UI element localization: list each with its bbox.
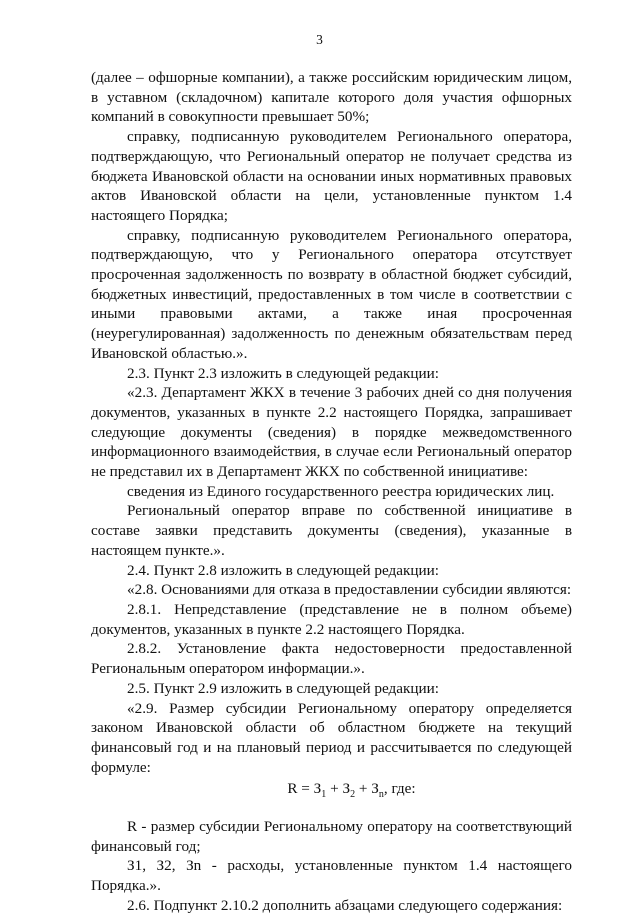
paragraph: 2.4. Пункт 2.8 изложить в следующей редакции:: [127, 561, 440, 579]
paragraph: (далее – офшорные компании), а также российским юридическим лицом, в уставном (складочном) капитале которого доля участия офшорных компаний в совокупности превышает 50%;: [91, 69, 572, 126]
paragraph: сведения из Единого государственного реестра юридических лиц.: [127, 482, 555, 500]
formula-subscript: 2: [350, 789, 356, 801]
paragraph: 2.8.2. Установление факта недостоверности предоставленной Региональным оператором информации.».: [91, 640, 572, 678]
paragraph: «2.9. Размер субсидии Региональному оператору определяется законом Ивановской области об областном бюджете на текущий финансовый год и на плановый период и рассчитывается по следующей формуле:: [91, 699, 572, 776]
paragraph: «2.3. Департамент ЖКХ в течение 3 рабочих дней со дня получения документов, указанных в пункте 2.2 настоящего Порядка, запрашивает следующие документы (сведения) в порядке межведомственного информационного взаимодействия, в случае если Региональный оператор не представил их в Департамент ЖКХ по собственной инициативе:: [91, 384, 572, 481]
paragraph: 2.5. Пункт 2.9 изложить в следующей редакции:: [127, 679, 440, 697]
formula: [91, 779, 572, 805]
paragraph: 2.8.1. Непредставление (представление не в полном объеме) документов, указанных в пункте 2.2 настоящего Порядка.: [91, 600, 572, 638]
formula-subscript: n: [378, 789, 384, 801]
paragraph: З1, З2, Зn - расходы, установленные пунктом 1.4 настоящего Порядка.».: [91, 857, 572, 895]
formula-subscript: 1: [321, 789, 327, 801]
formula-part: + З: [326, 780, 351, 798]
paragraph: «2.8. Основаниями для отказа в предоставлении субсидии являются:: [127, 581, 572, 599]
formula-part: , где:: [383, 780, 416, 798]
document-body: [91, 68, 572, 916]
paragraph: R - размер субсидии Региональному оператору на соответствующий финансовый год;: [91, 818, 572, 855]
formula-part: R = З: [287, 780, 322, 798]
paragraph: 2.3. Пункт 2.3 изложить в следующей редакции:: [127, 364, 440, 382]
paragraph: Региональный оператор вправе по собственной инициативе в составе заявки представить документы (сведения), указанные в настоящем пункте.».: [91, 502, 572, 559]
paragraph: справку, подписанную руководителем Регионального оператора, подтверждающую, что Региональный оператор не получает средства из бюджета Ивановской области на основании иных нормативных правовых актов Ивановской области на цели, установленные пунктом 1.4 настоящего Порядка;: [91, 128, 572, 224]
page-number: 3: [316, 32, 323, 47]
paragraph: 2.6. Подпункт 2.10.2 дополнить абзацами следующего содержания:: [127, 896, 563, 914]
formula-part: + З: [355, 780, 379, 798]
paragraph: справку, подписанную руководителем Регионального оператора, подтверждающую, что у Регионального оператора отсутствует просроченная задолженность по возврату в областной бюджет субсидий, бюджетных инвестиций, предоставленных в том числе в соответствии с иными правовыми актами, а также иная просроченная (неурегулированная) задолженность по денежным обязательствам перед Ивановской областью.».: [91, 226, 572, 362]
